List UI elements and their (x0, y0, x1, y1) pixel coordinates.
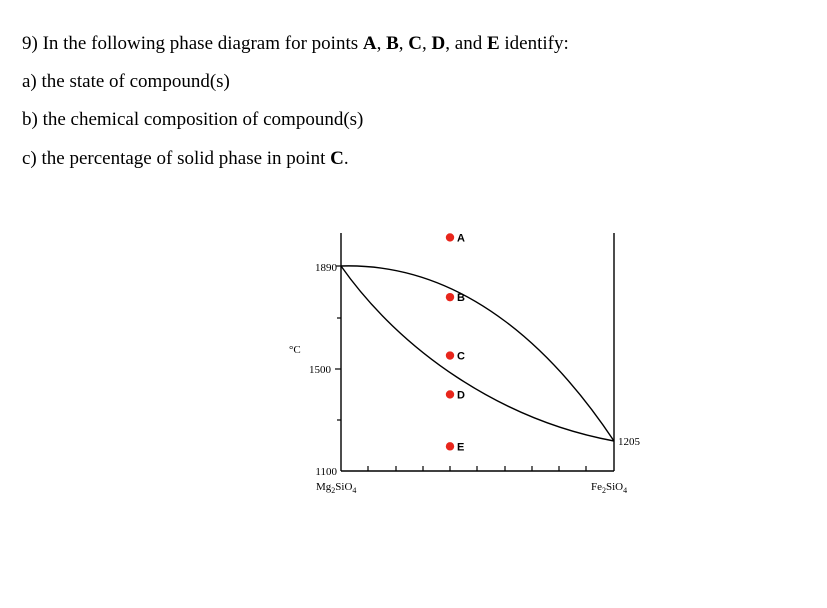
question-point-d: D (431, 33, 446, 54)
point-b-label: B (457, 292, 465, 305)
y-ticks (335, 266, 341, 420)
question-sep: , (398, 33, 409, 54)
point-e-dot (446, 442, 454, 450)
right-temperature-label: 1205 (618, 436, 640, 448)
question-point-b: B (386, 33, 399, 54)
question-sep: , (422, 33, 432, 54)
question-point-e: E (486, 33, 500, 54)
liquidus-curve (341, 266, 614, 441)
left-compound-label: $Mg_2SiO_4$ (316, 481, 357, 495)
point-c-dot (446, 351, 454, 359)
point-a-label: A (457, 232, 465, 245)
question-intro: 9) In the following phase diagram for points (22, 33, 363, 54)
point-d-label: D (457, 389, 465, 402)
x-ticks (368, 466, 586, 471)
question-part-c-end: . (343, 148, 349, 169)
points-layer (446, 232, 465, 453)
question-part-c-point: C (330, 148, 344, 169)
solidus-curve (341, 266, 614, 441)
point-e-label: E (457, 441, 465, 454)
question-sep: , and (445, 33, 487, 54)
question-point-c: C (408, 33, 423, 54)
point-a-dot (446, 233, 454, 241)
point-b-dot (446, 293, 454, 301)
question-outro: identify: (499, 33, 569, 54)
question-sep: , (376, 33, 387, 54)
y-axis-unit: °C (289, 344, 301, 356)
question-part-c-text: c) the percentage of solid phase in point (22, 148, 331, 169)
question-part-b: b) the chemical composition of compound(s) (22, 109, 364, 130)
y-tick-label-1500: 1500 (309, 364, 331, 376)
right-compound-label: $Fe_2SiO_4$ (591, 481, 628, 495)
y-tick-label-1100: 1100 (315, 466, 337, 478)
y-tick-label-1890: 1890 (315, 262, 337, 274)
question-part-a: a) the state of compound(s) (22, 71, 230, 92)
point-d-dot (446, 390, 454, 398)
question-point-a: A (362, 33, 377, 54)
point-c-label: C (457, 350, 465, 363)
